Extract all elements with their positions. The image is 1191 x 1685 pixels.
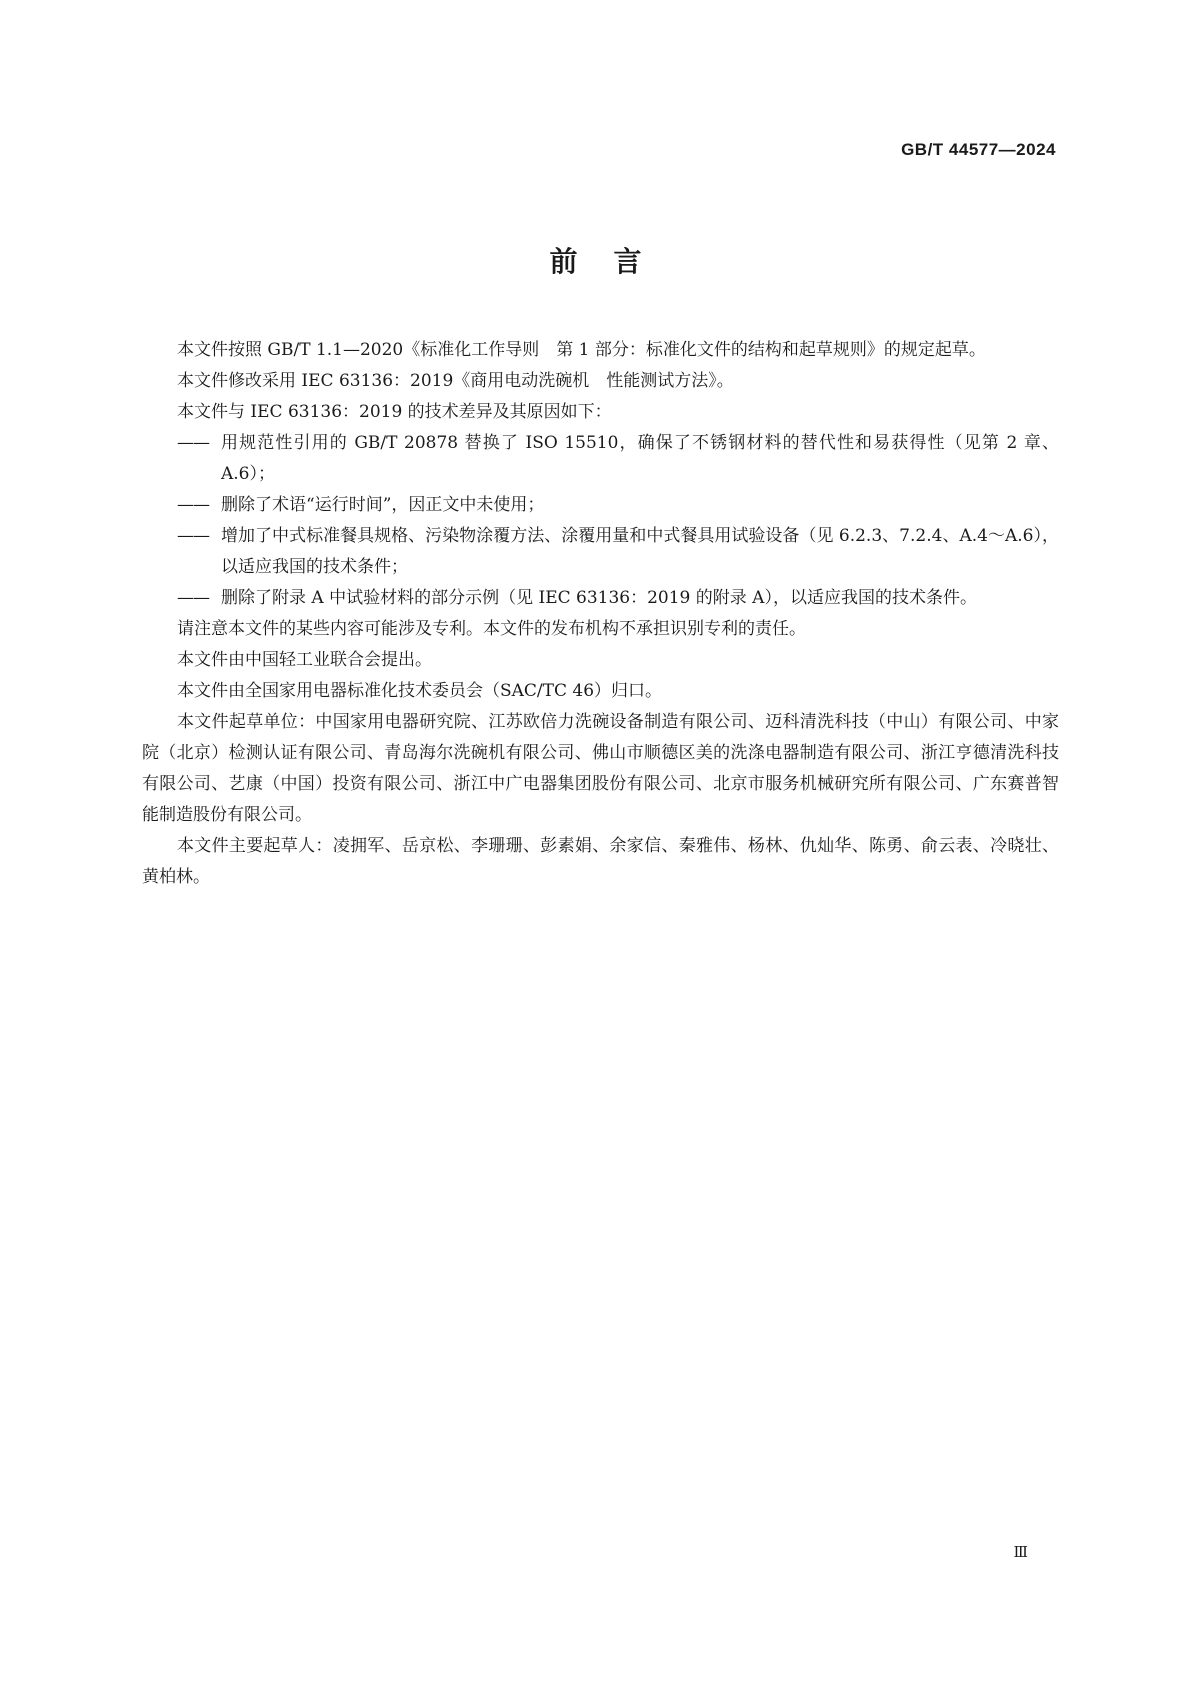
paragraph: 请注意本文件的某些内容可能涉及专利。本文件的发布机构不承担识别专利的责任。 — [177, 619, 806, 639]
paragraph: 本文件按照 GB/T 1.1—2020《标准化工作导则 第 1 部分：标准化文件的结构和起草规则》的规定起草。 — [177, 340, 986, 360]
list-item — [142, 583, 1059, 614]
dash-marker: —— — [177, 433, 209, 453]
preface-body — [142, 335, 1059, 893]
paragraph: 本文件主要起草人：凌拥军、岳京松、李珊珊、彭素娟、余家信、秦雅伟、杨林、仇灿华、陈勇、俞云表、冷晓壮、黄柏林。 — [142, 836, 1059, 887]
page-number: Ⅲ — [1013, 1543, 1028, 1561]
dash-marker: —— — [177, 588, 209, 608]
list-item-text: 删除了术语“运行时间”，因正文中未使用； — [221, 495, 545, 515]
paragraph: 本文件起草单位：中国家用电器研究院、江苏欧倍力洗碗设备制造有限公司、迈科清洗科技（中山）有限公司、中家院（北京）检测认证有限公司、青岛海尔洗碗机有限公司、佛山市顺德区美的洗涤电器制造有限公司、浙江亨德清洗科技有限公司、艺康（中国）投资有限公司、浙江中广电器集团股份有限公司、北京市服务机械研究所有限公司、广东赛普智能制造股份有限公司。 — [142, 712, 1059, 825]
dash-marker: —— — [177, 526, 209, 546]
paragraph: 本文件由中国轻工业联合会提出。 — [177, 650, 432, 670]
document-code: GB/T 44577—2024 — [901, 140, 1056, 159]
list-item-text: 增加了中式标准餐具规格、污染物涂覆方法、涂覆用量和中式餐具用试验设备（见 6.2.3、7.2.4、A.4～A.6），以适应我国的技术条件； — [221, 526, 1059, 577]
paragraph: 本文件与 IEC 63136：2019 的技术差异及其原因如下： — [177, 402, 612, 422]
dash-marker: —— — [177, 495, 209, 515]
list-item-text: 用规范性引用的 GB/T 20878 替换了 ISO 15510，确保了不锈钢材料的替代性和易获得性（见第 2 章、A.6）； — [221, 433, 1059, 484]
list-item — [142, 428, 1059, 490]
list-item-text: 删除了附录 A 中试验材料的部分示例（见 IEC 63136：2019 的附录 A），以适应我国的技术条件。 — [221, 588, 977, 608]
page-title: 前言 — [549, 245, 678, 278]
paragraph: 本文件由全国家用电器标准化技术委员会（SAC/TC 46）归口。 — [177, 681, 663, 701]
list-item — [142, 521, 1059, 583]
paragraph: 本文件修改采用 IEC 63136：2019《商用电动洗碗机 性能测试方法》。 — [177, 371, 734, 391]
list-item — [142, 490, 1059, 521]
